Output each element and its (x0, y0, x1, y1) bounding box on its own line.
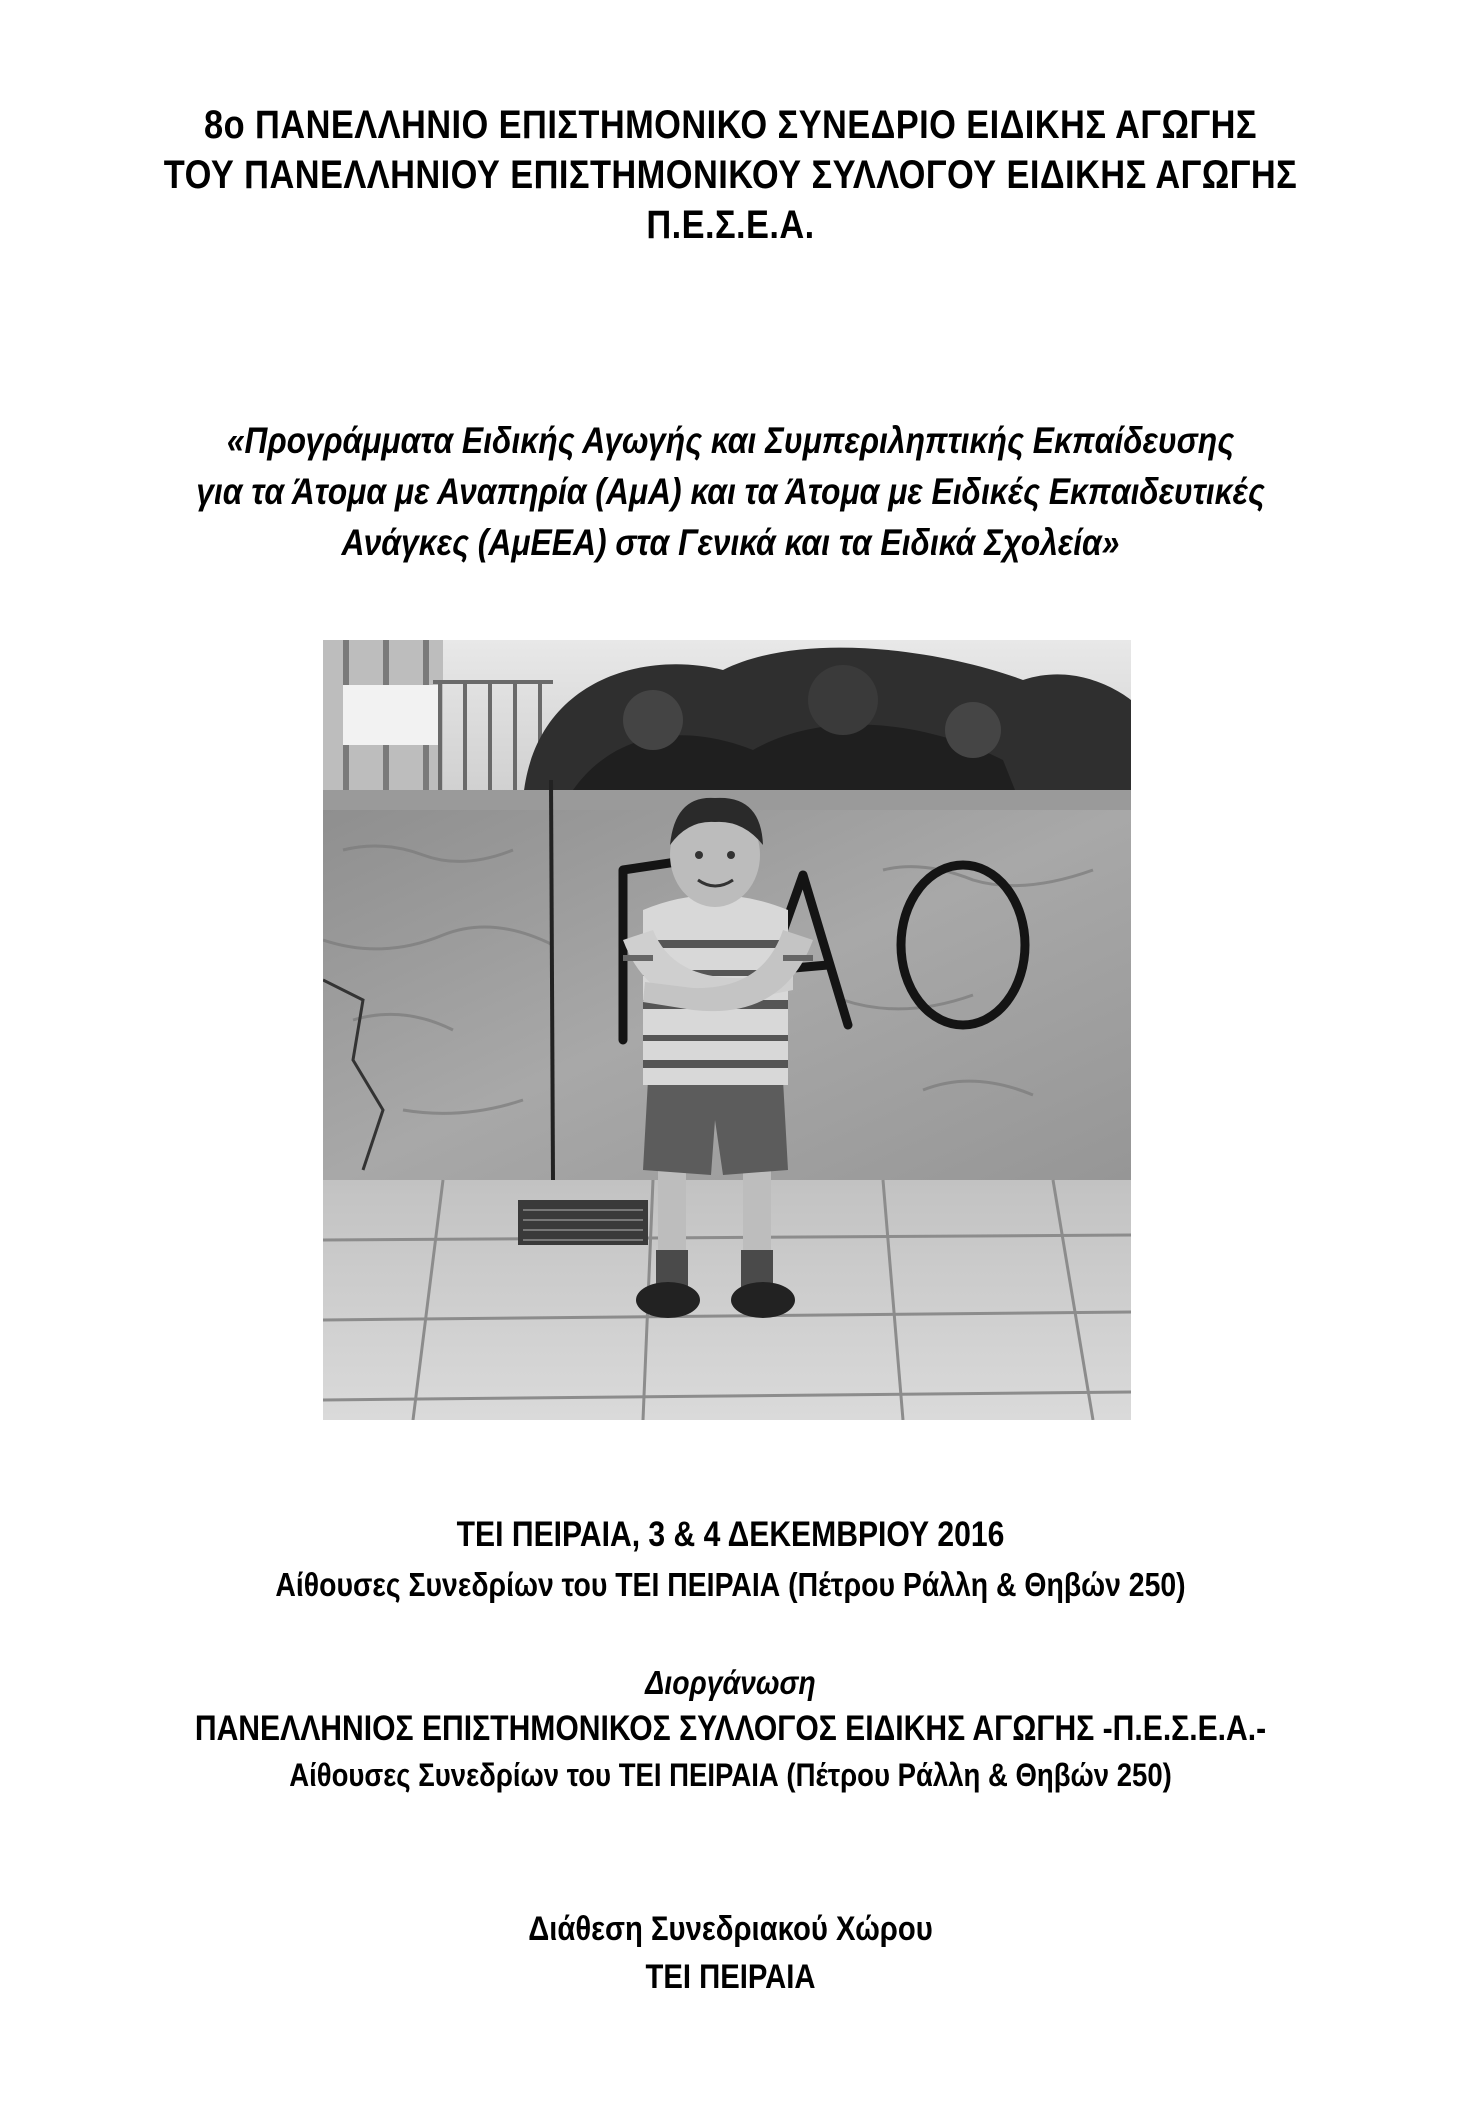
venue-provision-name: ΤΕΙ ΠΕΙΡΑΙΑ (645, 1958, 816, 1996)
cover-photo (323, 640, 1131, 1420)
organizer-name: ΠΑΝΕΛΛΗΝΙΟΣ ΕΠΙΣΤΗΜΟΝΙΚΟΣ ΣΥΛΛΟΓΟΣ ΕΙΔΙΚΗΣ ΑΓΩΓΗΣ -Π.Ε.Σ.Ε.Α.- (194, 1709, 1267, 1748)
venue-provision-label: Διάθεση Συνεδριακού Χώρου (528, 1910, 933, 1948)
conference-theme (0, 415, 1461, 568)
organizer-location: Αίθουσες Συνεδρίων του ΤΕΙ ΠΕΙΡΑΙΑ (Πέτρου Ράλλη & Θηβών 250) (289, 1757, 1172, 1793)
conference-title (0, 100, 1461, 250)
theme-line-3: Ανάγκες (ΑμΕΕΑ) στα Γενικά και τα Ειδικά Σχολεία» (341, 522, 1120, 563)
organizer-info (0, 1660, 1461, 1798)
venue-address-line: Αίθουσες Συνεδρίων του ΤΕΙ ΠΕΙΡΑΙΑ (Πέτρου Ράλλη & Θηβών 250) (275, 1566, 1186, 1603)
organizer-label: Διοργάνωση (645, 1664, 816, 1701)
venue-info (0, 1510, 1461, 1610)
venue-date-line: ΤΕΙ ΠΕΙΡΑΙΑ, 3 & 4 ΔΕΚΕΜΒΡΙΟΥ 2016 (456, 1515, 1005, 1554)
title-line-3: Π.Ε.Σ.Ε.Α. (646, 203, 815, 247)
title-line-1: 8ο ΠΑΝΕΛΛΗΝΙΟ ΕΠΙΣΤΗΜΟΝΙΚΟ ΣΥΝΕΔΡΙΟ ΕΙΔΙΚΗΣ ΑΓΩΓΗΣ (204, 103, 1257, 147)
venue-provision (0, 1905, 1461, 2001)
title-line-2: ΤΟΥ ΠΑΝΕΛΛΗΝΙΟΥ ΕΠΙΣΤΗΜΟΝΙΚΟΥ ΣΥΛΛΟΓΟΥ ΕΙΔΙΚΗΣ ΑΓΩΓΗΣ (163, 153, 1298, 197)
theme-line-2: για τα Άτομα με Αναπηρία (ΑμΑ) και τα Άτομα με Ειδικές Εκπαιδευτικές (196, 471, 1265, 512)
theme-line-1: «Προγράμματα Ειδικής Αγωγής και Συμπεριληπτικής Εκπαίδευσης (226, 420, 1235, 461)
